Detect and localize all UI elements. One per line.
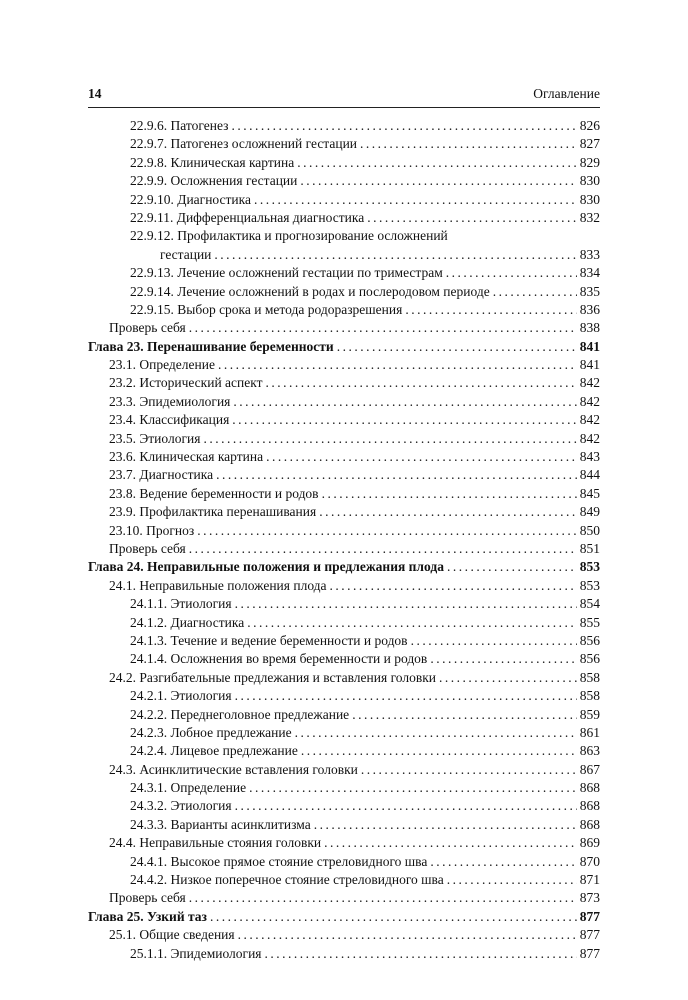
toc-entry <box>88 816 600 834</box>
toc-entry-label: Глава 23. Перенашивание беременности <box>88 338 334 354</box>
toc-page-number: 842 <box>579 375 600 391</box>
toc-entry <box>88 264 600 282</box>
toc-page-number: 836 <box>579 301 600 317</box>
toc-dot-leader <box>446 264 577 282</box>
toc-entry <box>88 522 600 540</box>
toc-entry-label: 23.2. Исторический аспект <box>109 375 263 391</box>
toc-page-number: 844 <box>579 467 600 483</box>
toc-dot-leader <box>295 724 577 742</box>
toc-entry-label: Глава 24. Неправильные положения и предлежания плода <box>88 559 444 575</box>
toc-dot-leader <box>238 926 577 944</box>
toc-page-number: 858 <box>579 688 600 704</box>
toc-entry-label: 23.3. Эпидемиология <box>109 393 231 409</box>
toc-entry <box>88 614 600 632</box>
toc-page-number: 845 <box>579 485 600 501</box>
toc-entry <box>88 374 600 392</box>
toc-entry <box>88 301 600 319</box>
toc-entry-label: 22.9.7. Патогенез осложнений гестации <box>130 136 358 152</box>
toc-page-number: 838 <box>579 320 600 336</box>
page-number: 14 <box>88 86 102 101</box>
toc-dot-leader <box>430 650 576 668</box>
toc-dot-leader <box>216 466 577 484</box>
toc-dot-leader <box>447 558 577 576</box>
toc-page-number: 833 <box>579 246 600 262</box>
toc-entry-label: 22.9.9. Осложнения гестации <box>130 173 298 189</box>
toc-entry-label: 24.1. Неправильные положения плода <box>109 577 327 593</box>
toc-entry-label: 24.1.4. Осложнения во время беременности и родов <box>130 651 428 667</box>
toc-page-number: 863 <box>579 743 600 759</box>
toc-entry-label: 24.2. Разгибательные предлежания и вставления головки <box>109 669 436 685</box>
toc-entry-label: 22.9.6. Патогенез <box>130 118 229 133</box>
toc-entry-label: 25.1. Общие сведения <box>109 927 235 943</box>
toc-dot-leader <box>233 393 576 411</box>
toc-dot-leader <box>235 687 577 705</box>
toc-entry <box>88 669 600 687</box>
toc-entry-label: 24.4.2. Низкое поперечное стояние стреловидного шва <box>130 872 444 888</box>
toc-page-number: 827 <box>579 136 600 152</box>
toc-chapter-entry <box>88 338 600 356</box>
toc-entry-label: 24.1.2. Диагностика <box>130 614 245 630</box>
toc-dot-leader <box>447 871 577 889</box>
toc-entry <box>88 319 600 337</box>
toc-page-number: 829 <box>579 154 600 170</box>
toc-entry-label: 24.4. Неправильные стояния головки <box>109 835 322 851</box>
toc-dot-leader <box>337 338 577 356</box>
toc-entry <box>88 246 600 264</box>
toc-entry <box>88 577 600 595</box>
toc-dot-leader <box>411 632 577 650</box>
toc-entry-label: 23.4. Классификация <box>109 412 230 428</box>
toc-entry-label: Проверь себя <box>109 890 186 906</box>
toc-dot-leader <box>189 319 577 337</box>
toc-entry-label: 22.9.11. Дифференциальная диагностика <box>130 209 365 225</box>
toc-entry <box>88 889 600 907</box>
toc-entry-label: 22.9.12. Профилактика и прогнозирование осложнений <box>130 228 448 244</box>
toc-page-number: 850 <box>579 522 600 538</box>
toc-chapter-entry <box>88 908 600 926</box>
toc-entry-label: Проверь себя <box>109 540 186 556</box>
toc-page-number: 871 <box>579 872 600 888</box>
toc-dot-leader <box>319 503 577 521</box>
toc-page-number: 841 <box>579 357 600 373</box>
toc-page-number: 830 <box>579 173 600 189</box>
toc-page-number: 856 <box>579 651 600 667</box>
toc-page-number: 861 <box>579 724 600 740</box>
toc-page-number: 834 <box>579 265 600 281</box>
toc-dot-leader <box>189 889 577 907</box>
toc-page-number: 835 <box>579 283 600 299</box>
toc-dot-leader <box>197 522 577 540</box>
toc-page-number: 849 <box>579 504 600 520</box>
toc-entry-label: 24.2.3. Лобное предлежание <box>130 724 292 740</box>
toc-entry <box>88 650 600 668</box>
toc-dot-leader <box>232 411 576 429</box>
toc-list <box>88 117 600 963</box>
toc-entry <box>88 871 600 889</box>
toc-entry <box>88 172 600 190</box>
toc-entry <box>88 945 600 963</box>
toc-page-number: 870 <box>579 853 600 869</box>
toc-entry <box>88 724 600 742</box>
toc-page-number: 868 <box>579 816 600 832</box>
toc-entry <box>88 356 600 374</box>
toc-entry-label: 23.10. Прогноз <box>109 522 195 538</box>
toc-entry-label: 24.2.2. Переднеголовное предлежание <box>130 706 350 722</box>
toc-dot-leader <box>352 706 577 724</box>
toc-entry <box>88 485 600 503</box>
toc-entry-label: 23.7. Диагностика <box>109 467 214 483</box>
toc-page-number: 869 <box>579 835 600 851</box>
toc-entry-label: 23.1. Определение <box>109 357 215 373</box>
toc-entry <box>88 687 600 705</box>
toc-chapter-entry <box>88 558 600 576</box>
toc-entry <box>88 466 600 484</box>
toc-page-number: 853 <box>579 577 600 593</box>
toc-entry-label: 23.5. Этиология <box>109 430 201 446</box>
toc-page-number: 873 <box>579 890 600 906</box>
toc-entry-label: 22.9.13. Лечение осложнений гестации по триместрам <box>130 265 443 281</box>
toc-entry-label: 24.3.1. Определение <box>130 780 247 796</box>
toc-entry-label: 23.8. Ведение беременности и родов <box>109 485 319 501</box>
toc-entry <box>88 393 600 411</box>
toc-page-number: 877 <box>579 945 600 961</box>
toc-entry-label: 24.4.1. Высокое прямое стояние стреловидного шва <box>130 853 428 869</box>
toc-entry-label: Глава 25. Узкий таз <box>88 908 207 924</box>
toc-entry-label: 23.6. Клиническая картина <box>109 449 264 465</box>
toc-entry-label: 22.9.15. Выбор срока и метода родоразрешения <box>130 301 403 317</box>
toc-dot-leader <box>189 540 577 558</box>
toc-dot-leader <box>439 669 577 687</box>
toc-dot-leader <box>405 301 576 319</box>
toc-entry <box>88 209 600 227</box>
toc-page-number: 830 <box>579 191 600 207</box>
toc-dot-leader <box>266 374 577 392</box>
toc-dot-leader <box>314 816 577 834</box>
toc-entry-label: 25.1.1. Эпидемиология <box>130 945 262 961</box>
toc-entry-label: гестации <box>160 246 212 262</box>
header-divider <box>88 107 600 108</box>
header-title: Оглавление <box>533 86 600 101</box>
toc-dot-leader <box>493 283 577 301</box>
toc-entry <box>88 430 600 448</box>
toc-page-number: 842 <box>579 430 600 446</box>
toc-entry-label: 24.2.4. Лицевое предлежание <box>130 743 298 759</box>
toc-entry <box>88 540 600 558</box>
toc-entry <box>88 632 600 650</box>
toc-entry <box>88 761 600 779</box>
toc-page-number: 856 <box>579 632 600 648</box>
toc-dot-leader <box>330 577 577 595</box>
toc-page-number: 877 <box>579 908 600 924</box>
toc-dot-leader <box>235 797 577 815</box>
toc-entry-label: 24.1.3. Течение и ведение беременности и родов <box>130 632 408 648</box>
toc-entry <box>88 135 600 153</box>
toc-entry <box>88 706 600 724</box>
toc-dot-leader <box>247 614 577 632</box>
toc-page-number: 842 <box>579 393 600 409</box>
toc-entry-label: 24.3.2. Этиология <box>130 798 232 814</box>
toc-dot-leader <box>322 485 577 503</box>
toc-page-number: 851 <box>579 540 600 556</box>
toc-entry <box>88 926 600 944</box>
toc-entry-label: 22.9.8. Клиническая картина <box>130 154 295 170</box>
toc-dot-leader <box>235 595 577 613</box>
toc-page-number: 877 <box>579 927 600 943</box>
toc-page-number: 842 <box>579 412 600 428</box>
toc-entry-label: Проверь себя <box>109 320 186 336</box>
page-header <box>88 86 600 107</box>
toc-dot-leader <box>203 430 576 448</box>
toc-dot-leader <box>214 246 576 264</box>
toc-entry-label: 22.9.14. Лечение осложнений в родах и послеродовом периоде <box>130 283 490 299</box>
toc-entry <box>88 834 600 852</box>
toc-page-number: 841 <box>579 338 600 354</box>
toc-dot-leader <box>254 191 577 209</box>
toc-entry <box>88 797 600 815</box>
toc-dot-leader <box>218 356 577 374</box>
toc-dot-leader <box>249 779 577 797</box>
toc-entry-label: 24.3. Асинклитические вставления головки <box>109 761 358 777</box>
toc-page-number: 859 <box>579 706 600 722</box>
toc-page-number: 832 <box>579 209 600 225</box>
toc-page-number: 853 <box>579 559 600 575</box>
toc-entry <box>88 595 600 613</box>
toc-dot-leader <box>367 209 577 227</box>
toc-dot-leader <box>360 135 577 153</box>
toc-page-number: 868 <box>579 798 600 814</box>
toc-entry <box>88 853 600 871</box>
toc-page-number: 858 <box>579 669 600 685</box>
toc-entry <box>88 191 600 209</box>
toc-entry-label: 24.2.1. Этиология <box>130 688 232 704</box>
toc-page-number: 826 <box>579 118 600 133</box>
toc-entry <box>88 779 600 797</box>
toc-entry-label: 24.1.1. Этиология <box>130 596 232 612</box>
toc-page-number: 843 <box>579 449 600 465</box>
toc-dot-leader <box>297 154 577 172</box>
toc-entry <box>88 154 600 172</box>
toc-entry <box>88 742 600 760</box>
toc-dot-leader <box>430 853 576 871</box>
toc-page-number: 867 <box>579 761 600 777</box>
toc-entry-label: 24.3.3. Варианты асинклитизма <box>130 816 311 832</box>
toc-dot-leader <box>266 448 577 466</box>
toc-dot-leader <box>265 945 577 963</box>
toc-page-number: 868 <box>579 780 600 796</box>
toc-entry-label: 22.9.10. Диагностика <box>130 191 251 207</box>
toc-entry <box>88 503 600 521</box>
toc-dot-leader <box>361 761 577 779</box>
toc-dot-leader <box>231 117 576 135</box>
toc-entry <box>88 117 600 135</box>
toc-dot-leader <box>300 172 576 190</box>
toc-dot-leader <box>301 742 577 760</box>
toc-dot-leader <box>324 834 577 852</box>
toc-entry <box>88 448 600 466</box>
toc-entry-label: 23.9. Профилактика перенашивания <box>109 504 317 520</box>
toc-entry <box>88 283 600 301</box>
toc-entry <box>88 227 600 245</box>
toc-dot-leader <box>210 908 577 926</box>
toc-entry <box>88 411 600 429</box>
toc-page-number: 854 <box>579 596 600 612</box>
toc-page-number: 855 <box>579 614 600 630</box>
